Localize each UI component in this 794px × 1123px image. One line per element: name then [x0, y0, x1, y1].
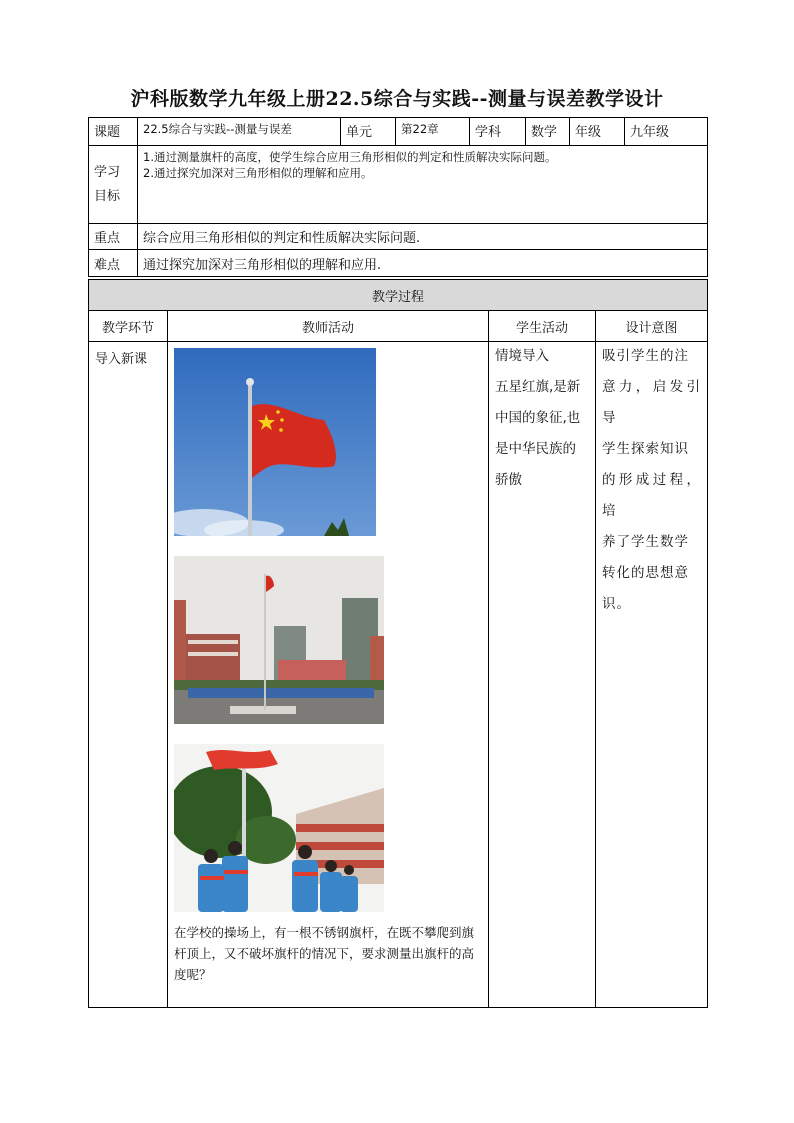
goals-content — [138, 146, 708, 224]
col-header-design: 设计意图 — [596, 311, 708, 342]
goal-item: 1.通过测量旗杆的高度，使学生综合应用三角形相似的判定和性质解决实际问题。 — [143, 150, 557, 164]
col-header-student: 学生活动 — [489, 311, 596, 342]
unit-label: 单元 — [341, 118, 396, 146]
grade-value: 九年级 — [625, 118, 708, 146]
students-raising-flag-photo — [174, 744, 384, 912]
goals-label-line1: 学习 — [94, 165, 121, 180]
goals-label — [89, 146, 138, 224]
unit-value: 第22章 — [396, 118, 470, 146]
student-line: 骄傲 — [495, 472, 522, 488]
design-line: 识。 — [602, 596, 631, 612]
teaching-process-table — [88, 279, 708, 1008]
document-title: 沪科版数学九年级上册22.5综合与实践--测量与误差教学设计 — [130, 88, 664, 110]
design-line: 养了学生数学 — [602, 534, 689, 550]
design-line: 吸引学生的注 — [602, 348, 689, 364]
teacher-question: 在学校的操场上，有一根不锈钢旗杆，在既不攀爬到旗杆顶上，又不破坏旗杆的情况下，要求测量出旗杆的高度呢？ — [174, 925, 475, 982]
keypoint-text: 综合应用三角形相似的判定和性质解决实际问题. — [138, 224, 708, 250]
design-intent-cell — [596, 342, 708, 1008]
student-line: 中国的象征,也 — [495, 410, 581, 426]
topic-value: 22.5综合与实践--测量与误差 — [138, 118, 341, 146]
teacher-activity-cell — [168, 342, 489, 1008]
keypoint-label: 重点 — [89, 224, 138, 250]
design-line: 的形成过程，培 — [602, 472, 702, 519]
difficulty-text: 通过探究加深对三角形相似的理解和应用. — [138, 250, 708, 277]
flag-raising-ceremony-photo — [174, 556, 384, 724]
stage-cell: 导入新课 — [89, 342, 168, 1008]
student-line: 情境导入 — [495, 348, 549, 364]
design-line: 学生探索知识 — [602, 441, 689, 457]
flag-closeup-photo — [174, 348, 376, 536]
subject-label: 学科 — [470, 118, 526, 146]
topic-label: 课题 — [89, 118, 138, 146]
subject-value: 数学 — [526, 118, 570, 146]
col-header-teacher: 教师活动 — [168, 311, 489, 342]
process-title: 教学过程 — [89, 280, 708, 311]
lesson-info-table — [88, 117, 708, 277]
goal-item: 2.通过探究加深对三角形相似的理解和应用。 — [143, 166, 373, 180]
design-line: 转化的思想意 — [602, 565, 689, 581]
student-line: 是中华民族的 — [495, 441, 576, 457]
grade-label: 年级 — [570, 118, 625, 146]
col-header-stage: 教学环节 — [89, 311, 168, 342]
goals-label-line2: 目标 — [94, 189, 121, 204]
design-line: 意力，启发引导 — [602, 379, 702, 426]
student-activity-cell — [489, 342, 596, 1008]
student-line: 五星红旗,是新 — [495, 379, 581, 395]
difficulty-label: 难点 — [89, 250, 138, 277]
